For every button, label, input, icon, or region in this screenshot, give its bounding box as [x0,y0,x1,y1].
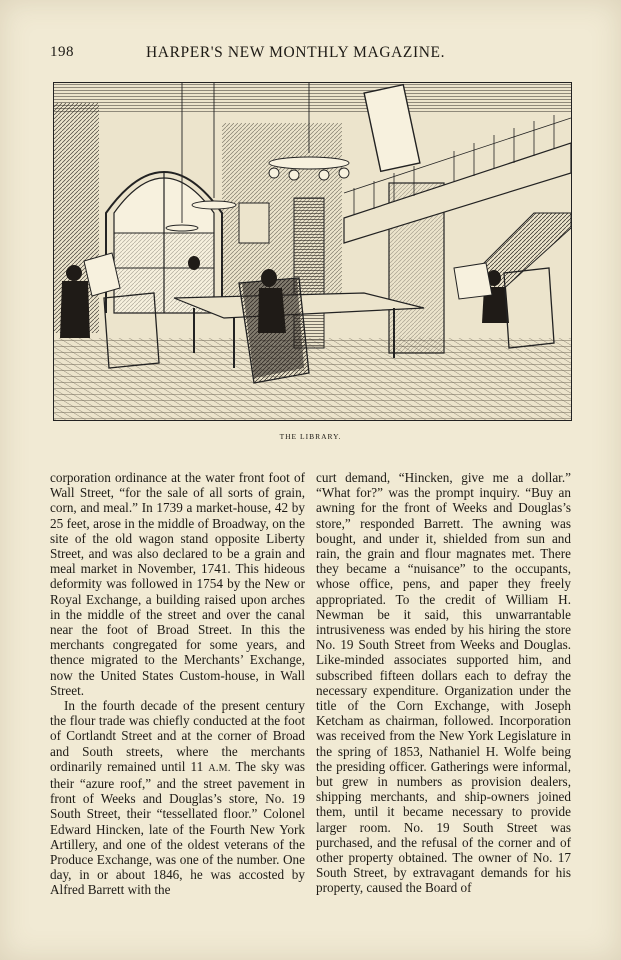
paragraph [50,698,305,898]
running-head [50,44,571,64]
paragraph [50,470,305,698]
right-column [316,470,571,896]
time-abbrev: A.M. [208,762,231,774]
magazine-title: HARPER'S NEW MONTHLY MAGAZINE. [146,44,446,61]
library-engraving [53,82,572,421]
paragraph-text: In the fourth decade of the present century the flour trade was chiefly conducted at the foot of Cortlandt Street and at the corner of Broad and South streets, where the merchants ordinarily remained until 11 [50,698,305,774]
paragraph-text: The sky was their “azure roof,” and the street pavement in front of Weeks and Douglas’s store, No. 19 South Street, their “tessellated floor.” Colonel Edward Hincken, late of the Fourth New York Artillery, and one of the oldest veterans of the Produce Exchange, was one of the number. One day, in or about 1846, he was accosted by Alfred Barrett with the [50,758,306,898]
illustration-caption: THE LIBRARY. [279,432,342,441]
paragraph-text: corporation ordinance at the water front foot of Wall Street, “for the sale of all sorts of grain, corn, and meal.” In 1739 a market-house, 42 by 25 feet, arose in the middle of Broadway, on the site of the old wagon stand opposite Liberty Street, and was also declared to be a grain and meal market in November, 1741. This hideous deformity was followed in 1754 by the New or Royal Exchange, a building raised upon arches in the middle of the street and over the canal near the foot of Broad Street. In this the merchants congregated for some years, and thence migrated to the Merchants’ Exchange, now the United States Custom-house, in Wall Street. [50,470,305,698]
paragraph: curt demand, “Hincken, give me a dollar.” “What for?” was the prompt inquiry. “Buy an awning for the front of Weeks and Douglas’s store,” responded Barrett. The awning was bought, and under it, shielded from sun and rain, the grain and flour magnates met. There they became a “nuisance” to the occupants, whose office, pens, and paper they freely appropriated. To the credit of William H. Newman be it said, this unwarrantable intrusiveness was ended by his hiring the store No. 19 South Street from Weeks and Douglas. Like-minded associates supported him, and subscribed fifteen dollars each to defray the necessary expenditure. Organization under the title of the Corn Exchange, with Joseph Ketcham as chairman, followed. Incorporation was received from the New York Legislature in the spring of 1853, Nathaniel H. Wolfe being the presiding officer. Gatherings were informal, but grew in numbers as provision dealers, shipping merchants, and ship-owners joined them, until it became necessary to provide larger room. No. 19 South Street was purchased, and the refusal of the corner and of other property obtained. The owner of No. 17 South Street, by extravagant demands for his property, caused the Board of [316,470,571,896]
left-column [50,470,305,898]
page-number: 198 [50,44,74,60]
